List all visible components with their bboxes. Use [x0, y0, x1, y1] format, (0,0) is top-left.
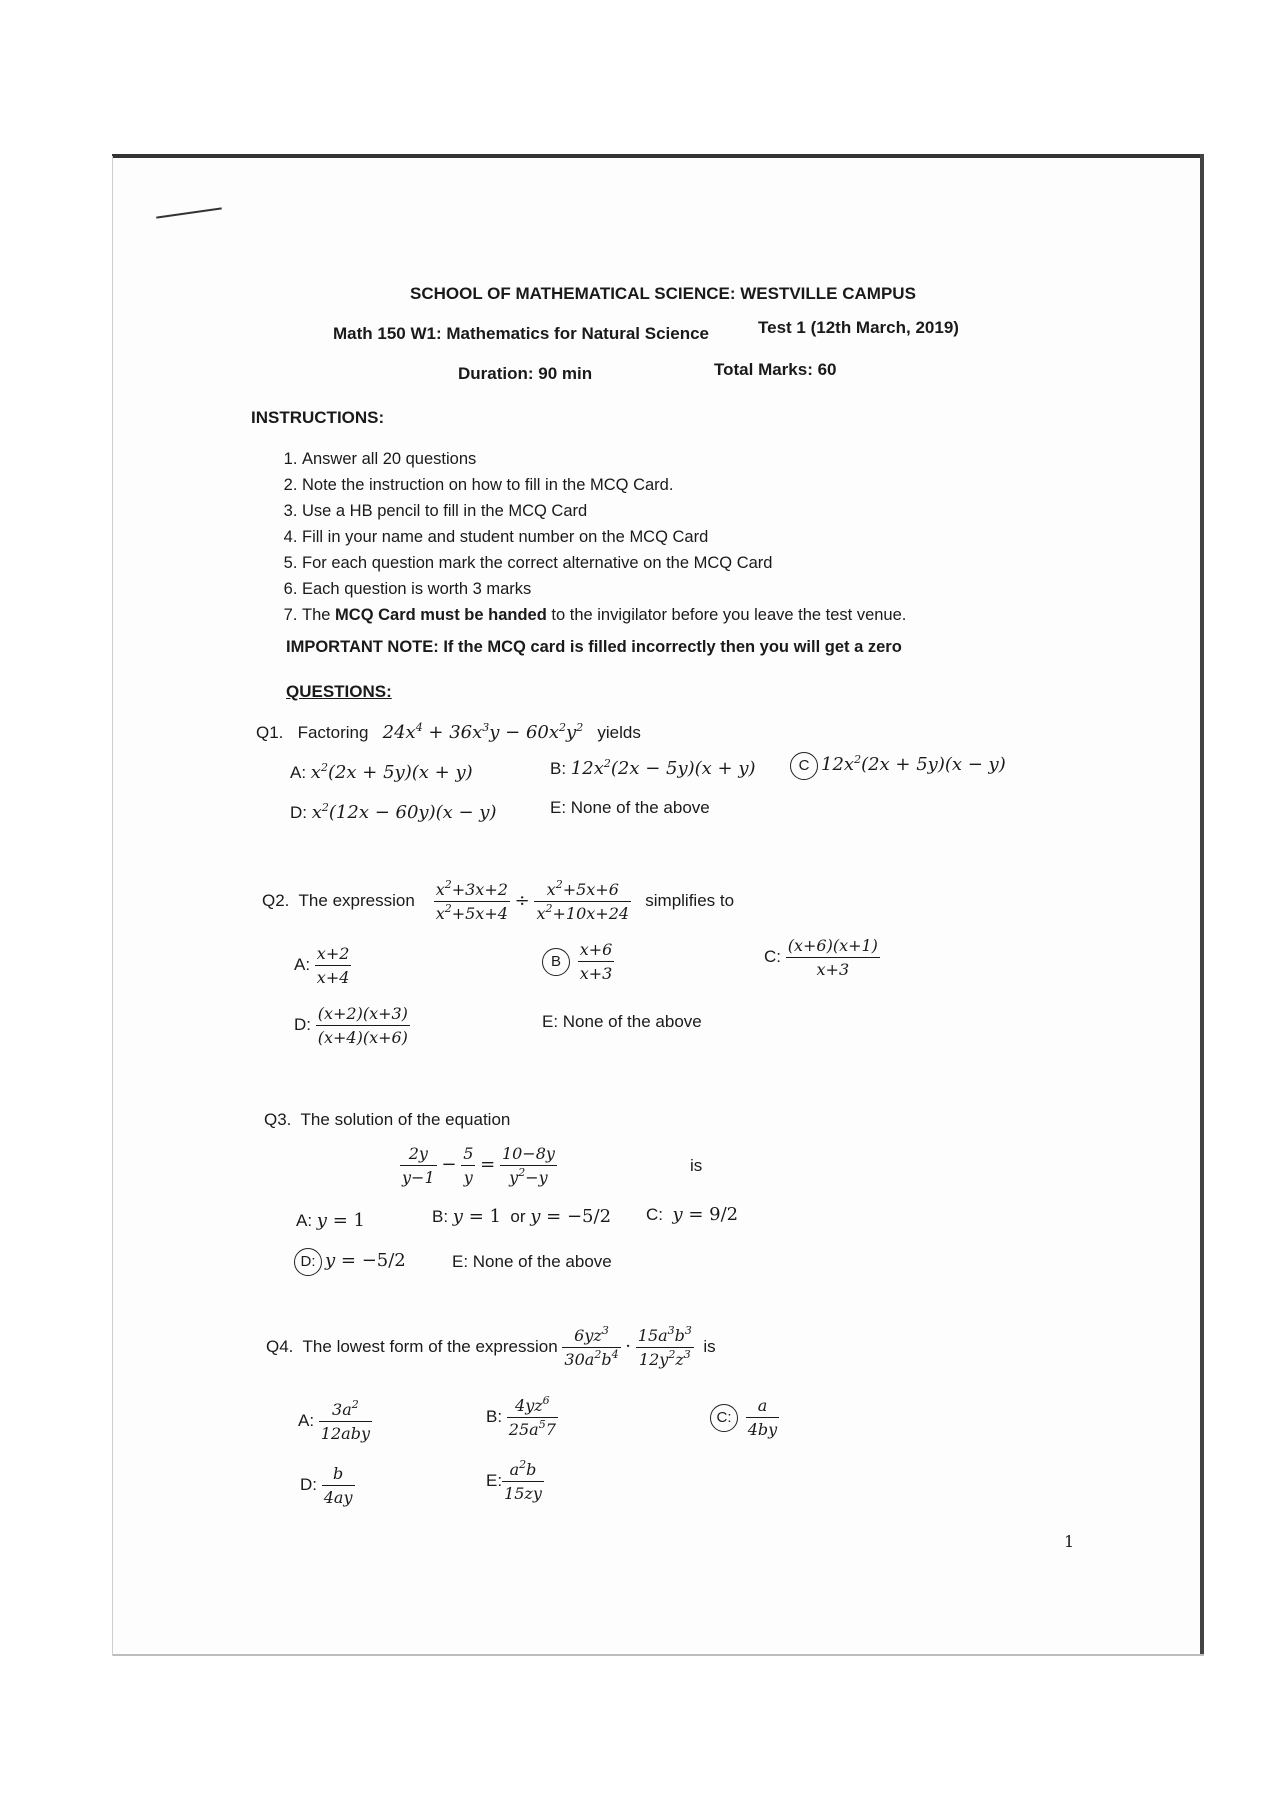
q4-e-label: E:	[486, 1470, 503, 1490]
q4-d-label: D:	[300, 1474, 317, 1494]
instruction-7-pre: The	[302, 606, 336, 624]
q4-option-b	[486, 1396, 558, 1439]
q3-minus: −	[441, 1153, 457, 1175]
instruction-7-post: to the invigilator before you leave the test venue.	[546, 606, 907, 624]
instruction-item: 5. For each question mark the correct alternative on the MCQ Card	[302, 550, 906, 576]
q4-option-c	[710, 1396, 779, 1439]
instructions-title: INSTRUCTIONS:	[251, 408, 385, 427]
course-title: Math 150 W1: Mathematics for Natural Science	[333, 324, 710, 343]
q3-number: Q3.	[264, 1110, 292, 1129]
q3-b-expr-2: y = −5/2	[530, 1206, 612, 1227]
test-title: Test 1 (12th March, 2019)	[758, 318, 959, 337]
q3-b-label: B:	[432, 1207, 449, 1226]
instruction-item: 3. Use a HB pencil to fill in the MCQ Card	[302, 498, 906, 524]
q4-e-expr: $\frac{a^2b}{15zy}$	[504, 1458, 542, 1503]
q2-d-label: D:	[294, 1014, 311, 1034]
q4-lead: The lowest form of the expression	[302, 1336, 558, 1356]
q1-b-label: B:	[550, 759, 567, 778]
q3-b-or: or	[510, 1207, 526, 1226]
q3-c-expr: y = 9/2	[672, 1204, 739, 1225]
q3-c-label: C:	[646, 1205, 663, 1224]
q2-lead: The expression	[298, 890, 415, 910]
q2-option-e: E: None of the above	[542, 1012, 702, 1031]
q4-frac-1: $\frac{6yz^3}{30a^2b^4}$	[564, 1324, 619, 1369]
school-title: SCHOOL OF MATHEMATICAL SCIENCE: WESTVILLE CAMPUS	[410, 284, 916, 303]
q4-option-a	[298, 1400, 372, 1443]
q4-dot: ·	[625, 1335, 632, 1357]
q4-c-circled-label: C:	[710, 1404, 738, 1432]
q3-frac-2: $\frac{5}{y}$	[463, 1144, 474, 1187]
page-number: 1	[1064, 1532, 1075, 1551]
q2-a-label: A:	[294, 954, 311, 974]
q1-d-label: D:	[290, 803, 307, 822]
q3-frac-3: $\frac{10-8y}{y^2-y}$	[501, 1144, 555, 1187]
q2-line	[262, 880, 734, 923]
q3-b-expr-1: y = 1	[452, 1206, 501, 1227]
q1-c-expr: $12x^2(2x + 5y)(x - y)$	[821, 753, 1006, 775]
q2-option-b	[542, 940, 614, 983]
q1-d-expr: $x^2(12x - 60y)(x - y)$	[311, 801, 497, 823]
q3-option-a	[296, 1210, 365, 1231]
q2-d-expr: $\frac{(x+2)(x+3)}{(x+4)(x+6)}$	[317, 1004, 408, 1047]
q3-a-expr: y = 1	[316, 1210, 365, 1231]
q2-option-d	[294, 1004, 410, 1047]
instruction-item: 1. Answer all 20 questions	[302, 446, 906, 472]
sheet-right-edge	[1200, 154, 1204, 1656]
q2-fraction-2: $\frac{x^2+5x+6}{x^2+10x+24}$	[536, 878, 630, 923]
q2-option-a	[294, 944, 351, 987]
q1-b-expr: $12x^2(2x - 5y)(x + y)$	[570, 757, 756, 779]
q3-option-b	[432, 1206, 611, 1227]
q1-lead: Factoring	[297, 723, 369, 742]
instruction-item: 6. Each question is worth 3 marks	[302, 576, 906, 602]
q1-a-label: A:	[290, 763, 307, 782]
important-note: IMPORTANT NOTE: If the MCQ card is filled incorrectly then you will get a zero	[286, 638, 902, 656]
q2-fraction-1: $\frac{x^2+3x+2}{x^2+5x+4}$	[435, 878, 508, 923]
q4-line	[266, 1326, 716, 1369]
q4-number: Q4.	[266, 1336, 294, 1356]
q3-option-c	[646, 1204, 738, 1225]
instructions-list	[270, 446, 906, 628]
q2-b-expr: $\frac{x+6}{x+3}$	[579, 940, 613, 983]
q3-d-circled-label: D:	[294, 1248, 322, 1276]
q4-a-label: A:	[298, 1410, 315, 1430]
q1-line	[256, 722, 641, 743]
q2-divide-sign: ÷	[514, 889, 530, 911]
q4-tail: is	[703, 1336, 716, 1356]
q2-number: Q2.	[262, 890, 290, 910]
q3-lead: The solution of the equation	[300, 1110, 511, 1129]
q4-option-e	[486, 1460, 544, 1503]
q4-b-label: B:	[486, 1406, 503, 1426]
q1-a-expr: $x^2(2x + 5y)(x + y)$	[310, 761, 473, 783]
q3-tail: is	[690, 1156, 703, 1175]
sheet-left-edge	[112, 156, 113, 1656]
q1-expression: $24x^4 + 36x^3y - 60x^2y^2$	[382, 721, 584, 743]
q1-option-c	[790, 752, 1006, 780]
q2-option-c	[764, 936, 880, 979]
q1-tail: yields	[597, 723, 641, 742]
q3-equals: =	[480, 1153, 496, 1175]
q1-option-e: E: None of the above	[550, 798, 710, 817]
q3-equation	[400, 1144, 557, 1187]
q2-a-expr: $\frac{x+2}{x+4}$	[316, 944, 350, 987]
q3-option-d	[294, 1248, 406, 1276]
instruction-item: 2. Note the instruction on how to fill in the MCQ Card.	[302, 472, 906, 498]
q3-frac-1: $\frac{2y}{y-1}$	[402, 1144, 435, 1187]
duration: Duration: 90 min	[458, 364, 593, 383]
q2-c-expr: $\frac{(x+6)(x+1)}{x+3}$	[787, 936, 878, 979]
questions-title: QUESTIONS:	[286, 682, 392, 701]
q4-a-expr: $\frac{3a^2}{\text{12aby}}$	[320, 1398, 370, 1443]
instruction-item	[302, 602, 906, 628]
q1-option-b	[550, 758, 756, 779]
sheet-top-edge	[112, 154, 1204, 158]
q1-option-a	[290, 762, 473, 783]
q4-c-expr: $\frac{a}{4by}$	[747, 1396, 778, 1439]
q4-b-expr: $\frac{4yz^6}{25a^57}$	[508, 1394, 556, 1439]
q4-d-expr: $\frac{b}{4ay}$	[323, 1464, 353, 1507]
q2-b-circled-label: B	[542, 948, 570, 976]
q3-a-label: A:	[296, 1211, 313, 1230]
instruction-7-bold: MCQ Card must be handed	[335, 606, 547, 624]
q2-tail: simplifies to	[645, 890, 735, 910]
q1-number: Q1.	[256, 723, 284, 742]
total-marks: Total Marks: 60	[714, 360, 837, 379]
q2-c-label: C:	[764, 946, 781, 966]
q4-frac-2: $\frac{15a^3b^3}{12y^2z^3}$	[637, 1324, 692, 1369]
q3-d-expr: y = −5/2	[325, 1250, 406, 1271]
q3-option-e: E: None of the above	[452, 1252, 612, 1271]
q3-line	[264, 1110, 510, 1130]
sheet-bottom-edge	[112, 1654, 1204, 1656]
instruction-item: 4. Fill in your name and student number on the MCQ Card	[302, 524, 906, 550]
q1-option-d	[290, 802, 496, 823]
q1-c-circled-label: C	[790, 752, 818, 780]
q4-option-d	[300, 1464, 355, 1507]
